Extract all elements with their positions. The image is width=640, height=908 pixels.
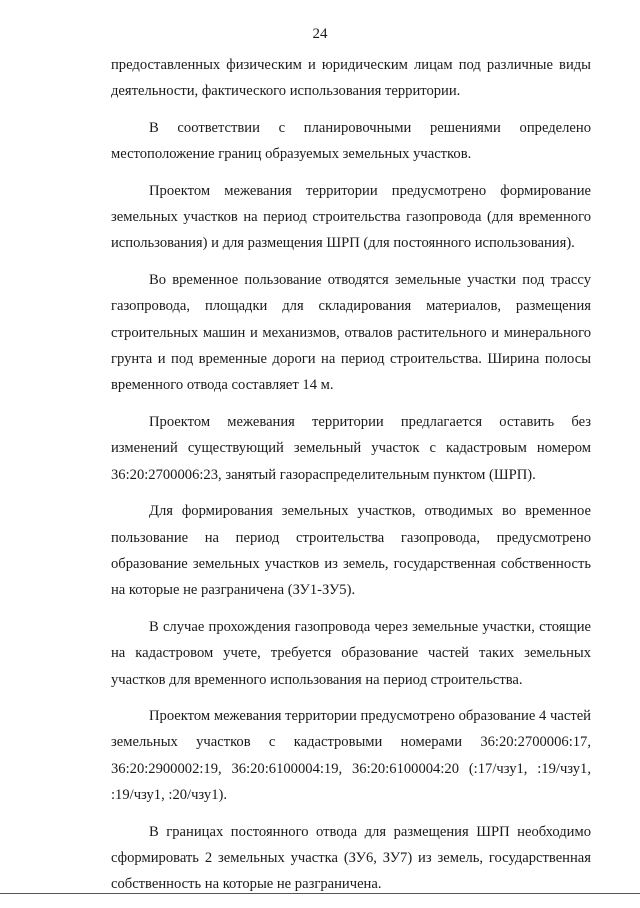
paragraph-temporary-use: Во временное пользование отводятся земельные участки под трассу газопровода, площадки для складирования материалов, размещения строительных машин и механизмов, отвалов растительного и минерального грунта и под временные дороги на период строительства. Ширина полосы временного отвода составляет 14 м. [111,271,591,394]
bottom-edge-line [0,893,640,894]
paragraph-permanent-allotment: В границах постоянного отвода для размещения ШРП необходимо сформировать 2 земельных участка (ЗУ6, ЗУ7) из земель, государственная собственность на которые не разграничена. [111,823,591,893]
page-number: 24 [312,26,328,42]
paragraph-four-parts: Проектом межевания территории предусмотрено образование 4 частей земельных участков с кадастровыми номерами 36:20:2700006:17, 36:20:2900002:19, 36:20:6100004:19, 36:20:6100004:20 (:17/чзу1, :19/чзу1, :19/чзу1, :20/чзу1). [111,707,591,804]
document-body [111,52,591,908]
paragraph-land-formation: Проектом межевания территории предусмотрено формирование земельных участков на период строительства газопровода (для временного использования) и для размещения ШРП (для постоянного использования). [111,182,591,252]
paragraph-cadastral-parts: В случае прохождения газопровода через земельные участки, стоящие на кадастровом учете, требуется образование частей таких земельных участков для временного использования на период строительства. [111,618,591,688]
paragraph-continuation: предоставленных физическим и юридическим лицам под различные виды деятельности, фактического использования территории. [111,57,591,100]
paragraph-plot-formation-temporary: Для формирования земельных участков, отводимых во временное пользование на период строительства газопровода, предусмотрено образование земельных участков из земель, государственная собственность на которые не разграничена (ЗУ1-ЗУ5). [111,503,591,599]
paragraph-existing-plot: Проектом межевания территории предлагается оставить без изменений существующий земельный участок с кадастровым номером 36:20:2700006:23, занятый газораспределительным пунктом (ШРП). [111,413,591,483]
paragraph-planning-decisions: В соответствии с планировочными решениями определено местоположение границ образуемых земельных участков. [111,119,591,163]
